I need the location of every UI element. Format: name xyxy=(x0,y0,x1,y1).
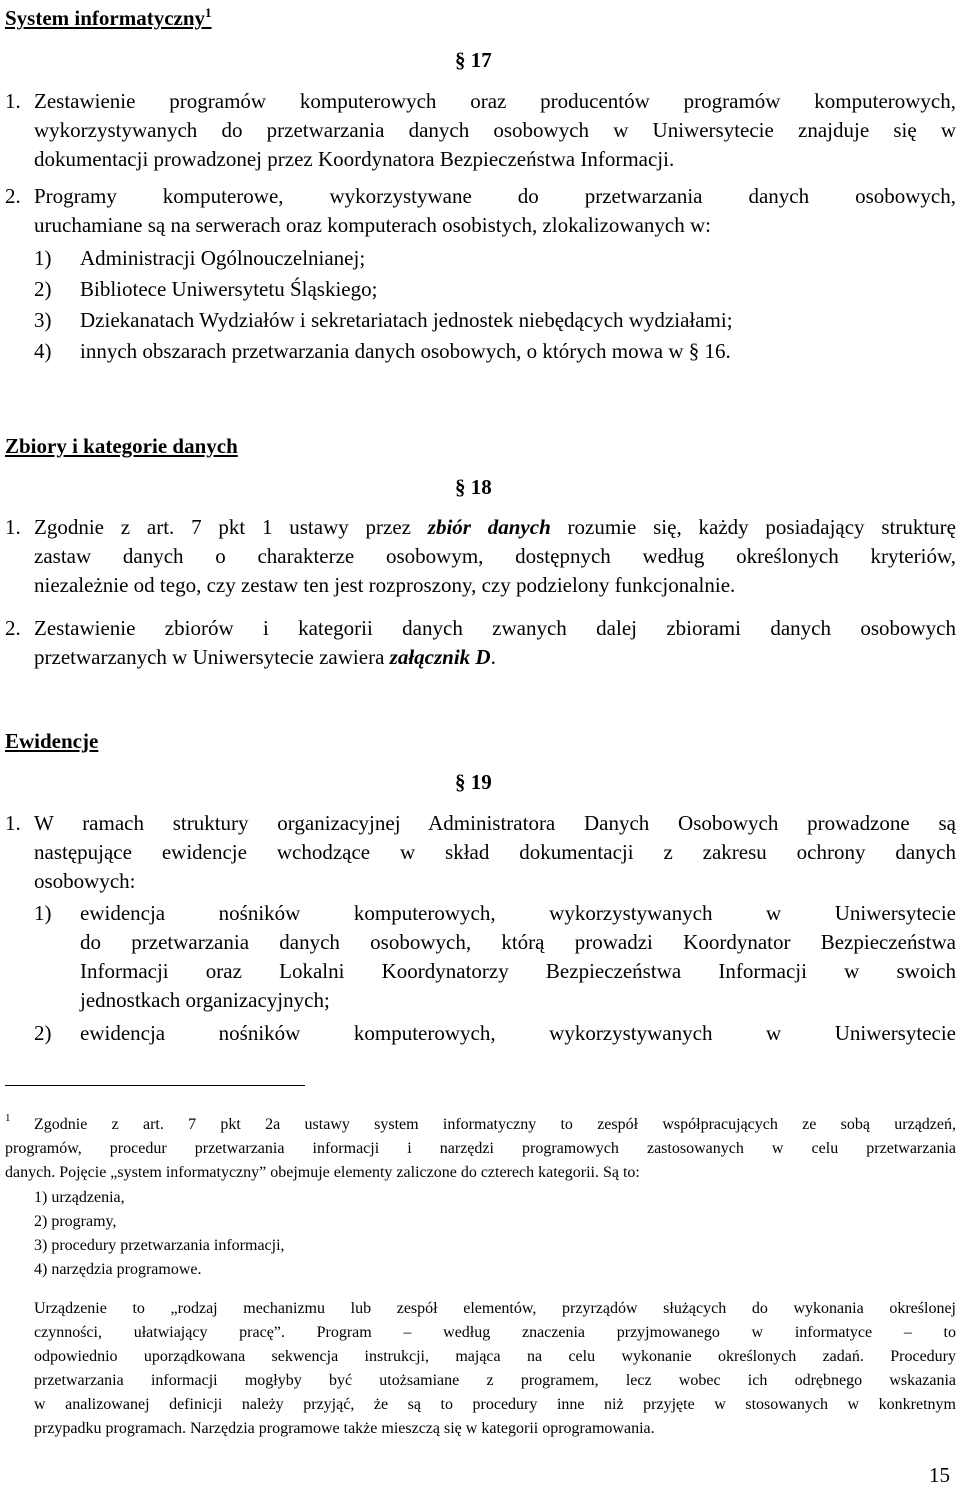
paragraph-sign-17: § 17 xyxy=(455,48,492,72)
paragraph-sign-19: § 19 xyxy=(455,770,492,794)
section-title-system-informatyczny: System informatyczny$^1$ xyxy=(5,5,212,30)
p19-item2-number: 2) xyxy=(34,1021,52,1045)
footnote-list xyxy=(34,1186,285,1282)
paragraph-sign-18: § 18 xyxy=(455,475,492,499)
p18-1-text: Zgodnie z art. 7 pkt 1 ustawy przez zbiór danych rozumie się, każdy posiadający strukturę zastaw danych o charakterze osobowym, dostępnych według określonych kryteriów, niezależnie od tego, czy zestaw ten jest rozproszony, czy podzielony funkcjonalnie. xyxy=(34,515,956,597)
p19-1-text: W ramach struktury organizacyjnej Administratora Danych Osobowych prowadzone są następujące ewidencje wchodzące w skład dokumentacji z zakresu ochrony danych osobowych: xyxy=(34,811,956,893)
list-item: 1) urządzenia, xyxy=(34,1189,125,1206)
list-item: 3) Dziekanatach Wydziałów i sekretariatach jednostek niebędących wydziałami; xyxy=(34,308,733,332)
p17-1-number: 1. xyxy=(5,89,21,113)
locations-list xyxy=(34,243,733,367)
footnote-intro: Zgodnie z art. 7 pkt 2a ustawy system informatyczny to zespół współpracujących ze sobą urządzeń, xyxy=(34,1116,956,1133)
section-title-zbiory: Zbiory i kategorie danych xyxy=(5,434,238,458)
p19-1-number: 1. xyxy=(5,811,21,835)
p19-item2-text: ewidencja nośników komputerowych, wykorzystywanych w Uniwersytecie xyxy=(80,1021,956,1045)
p17-1-text: Zestawienie programów komputerowych oraz producentów programów komputerowych, wykorzystywanych do przetwarzania danych osobowych w Uniwersytecie znajduje się w dokumentacji prowadzonej przez Koordynatora Bezpieczeństwa Informacji. xyxy=(34,89,956,171)
page-number: 15 xyxy=(929,1463,950,1487)
p17-2-number: 2. xyxy=(5,184,21,208)
footnote-definitions: Urządzenie to „rodzaj mechanizmu lub zespół elementów, przyrządów służących do wykonania określonej czynności, ułatwiający pracę”. Program – według znaczenia przyjmowanego w informatyce – to odpowiednio uporządkowana sekwencja instrukcji, mająca na celu wykonanie określonych zadań. Procedury przetwarzania informacji mogłyby być utożsamiane z programem, lecz wobec ich odrębnego wskazania w analizowanej definicji należy przyjąć, że są to procedury inne niż przyjęte w stosowanych w konkretnym przypadku programach. Narzędzia programowe także mieszczą się w kategorii oprogramowania. xyxy=(34,1300,956,1437)
p18-2-text: Zestawienie zbiorów i kategorii danych zwanych dalej zbiorami danych osobowych przetwarzanych w Uniwersytecie zawiera załącznik D. xyxy=(34,616,956,669)
list-item: 3) procedury przetwarzania informacji, xyxy=(34,1237,285,1254)
list-item: 1) Administracji Ogólnouczelnianej; xyxy=(34,246,366,270)
section-title-ewidencje: Ewidencje xyxy=(5,729,99,753)
list-item: 4) innych obszarach przetwarzania danych osobowych, o których mowa w § 16. xyxy=(34,339,731,363)
footnote-ref: 1 xyxy=(205,5,212,20)
p17-2-text: Programy komputerowe, wykorzystywane do przetwarzania danych osobowych, uruchamiane są na serwerach oraz komputerach osobistych, zlokalizowanych w: xyxy=(34,184,956,237)
footnote-separator xyxy=(5,1085,305,1086)
footnote-intro-cont: programów, procedur przetwarzania informacji i narzędzi programowych zastosowanych w celu przetwarzania danych. Pojęcie „system informatyczny” obejmuje elementy zaliczone do czterech kategorii. Są to: xyxy=(5,1140,956,1181)
p19-item1-number: 1) xyxy=(34,901,52,925)
list-item: 2) programy, xyxy=(34,1213,117,1230)
p19-item1-text: ewidencja nośników komputerowych, wykorzystywanych w Uniwersytecie do przetwarzania danych osobowych, którą prowadzi Koordynator Bezpieczeństwa Informacji oraz Lokalni Koordynatorzy Bezpieczeństwa Informacji w swoich jednostkach organizacyjnych; xyxy=(80,901,956,1012)
list-item: 4) narzędzia programowe. xyxy=(34,1261,202,1278)
p18-2-number: 2. xyxy=(5,616,21,640)
p18-1-number: 1. xyxy=(5,515,21,539)
footnote-mark: 1 xyxy=(5,1112,11,1124)
list-item: 2) Bibliotece Uniwersytetu Śląskiego; xyxy=(34,277,378,301)
